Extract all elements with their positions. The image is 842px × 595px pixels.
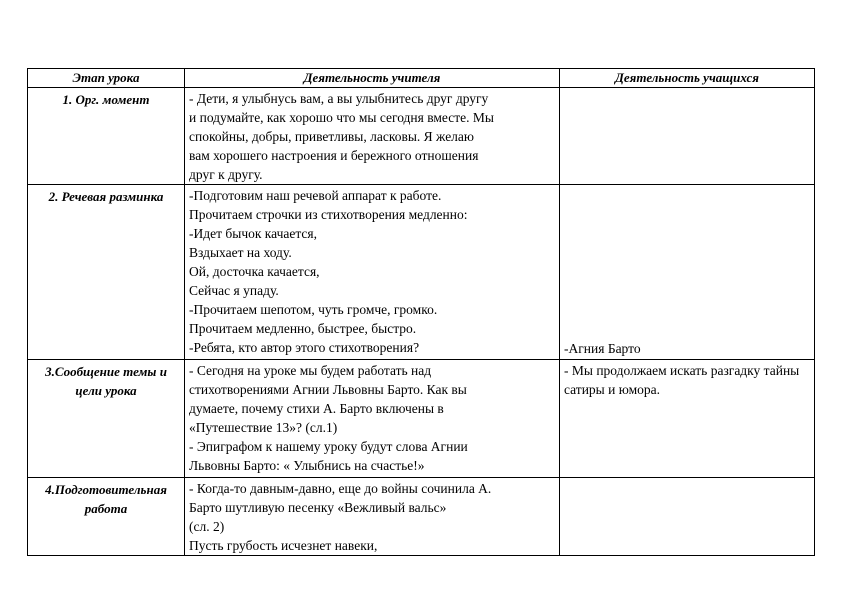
teacher-activity-cell bbox=[185, 185, 560, 360]
text-line: Пусть грубость исчезнет навеки, bbox=[189, 538, 378, 553]
stage-cell: 2. Речевая разминка bbox=[28, 185, 185, 360]
text-line: - Сегодня на уроке мы будем работать над bbox=[189, 363, 432, 378]
text-line: -Идет бычок качается, bbox=[189, 226, 318, 241]
text-line: (сл. 2) bbox=[189, 519, 225, 534]
text-line: Барто шутливую песенку «Вежливый вальс» bbox=[189, 500, 447, 515]
text-line: Сейчас я упаду. bbox=[189, 283, 279, 298]
lesson-plan-table bbox=[27, 68, 815, 556]
table-row bbox=[28, 360, 815, 478]
table-header-row bbox=[28, 69, 815, 88]
student-activity-cell bbox=[560, 88, 815, 185]
stage-cell: 1. Орг. момент bbox=[28, 88, 185, 185]
table-row bbox=[28, 185, 815, 360]
text-line: вам хорошего настроения и бережного отношения bbox=[189, 148, 479, 163]
text-line: спокойны, добры, приветливы, ласковы. Я желаю bbox=[189, 129, 474, 144]
student-activity-cell bbox=[560, 478, 815, 556]
student-activity-cell: - Мы продолжаем искать разгадку тайны сатиры и юмора. bbox=[560, 360, 815, 478]
text-line: стихотворениями Агнии Львовны Барто. Как вы bbox=[189, 382, 467, 397]
header-stage: Этап урока bbox=[28, 69, 185, 88]
text-line: - Эпиграфом к нашему уроку будут слова Агнии bbox=[189, 439, 468, 454]
text-line: думаете, почему стихи А. Барто включены в bbox=[189, 401, 444, 416]
text-line: Вздыхает на ходу. bbox=[189, 245, 292, 260]
student-activity-cell bbox=[560, 185, 815, 360]
teacher-activity-cell bbox=[185, 478, 560, 556]
table-row bbox=[28, 88, 815, 185]
text-line: -Ребята, кто автор этого стихотворения? bbox=[189, 340, 420, 355]
text-line: Львовны Барто: « Улыбнись на счастье!» bbox=[189, 458, 425, 473]
text-line: Прочитаем медленно, быстрее, быстро. bbox=[189, 321, 417, 336]
teacher-activity-cell bbox=[185, 88, 560, 185]
text-line: -Прочитаем шепотом, чуть громче, громко. bbox=[189, 302, 438, 317]
text-line: и подумайте, как хорошо что мы сегодня вместе. Мы bbox=[189, 110, 494, 125]
text-line: - Дети, я улыбнусь вам, а вы улыбнитесь друг другу bbox=[189, 91, 489, 106]
stage-cell: 4.Подготовительная работа bbox=[28, 478, 185, 556]
text-line: друг к другу. bbox=[189, 167, 263, 182]
table-row bbox=[28, 478, 815, 556]
header-teacher-activity: Деятельность учителя bbox=[185, 69, 560, 88]
header-student-activity: Деятельность учащихся bbox=[560, 69, 815, 88]
teacher-activity-cell bbox=[185, 360, 560, 478]
student-answer: -Агния Барто bbox=[564, 341, 641, 356]
text-line: - Когда-то давным-давно, еще до войны сочинила А. bbox=[189, 481, 492, 496]
stage-cell: 3.Сообщение темы и цели урока bbox=[28, 360, 185, 478]
text-line: -Подготовим наш речевой аппарат к работе. bbox=[189, 188, 442, 203]
text-line: «Путешествие 13»? (сл.1) bbox=[189, 420, 338, 435]
text-line: Ой, досточка качается, bbox=[189, 264, 320, 279]
text-line: Прочитаем строчки из стихотворения медленно: bbox=[189, 207, 468, 222]
